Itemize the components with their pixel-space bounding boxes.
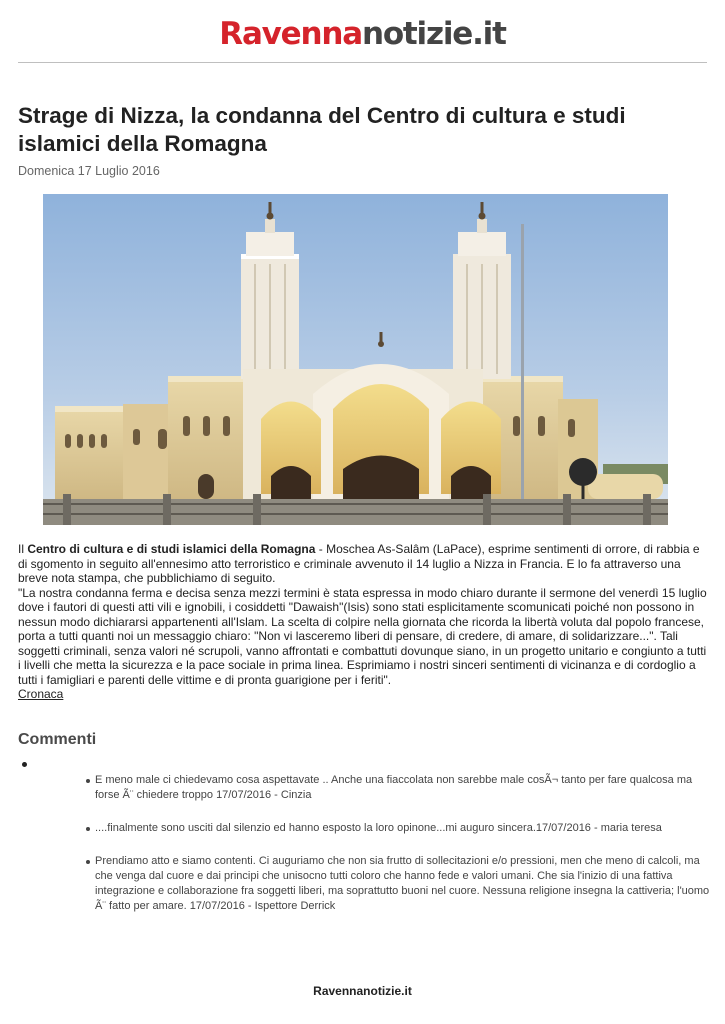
organization-name: Centro di cultura e di studi islamici della Romagna [27,542,316,556]
article-body [18,542,708,702]
comment-item: ....finalmente sono usciti dal silenzio ed hanno esposto la loro opinone...mi auguro sincera.17/07/2016 - maria teresa [82,821,712,836]
mosque-illustration [43,194,668,525]
site-logo[interactable] [0,12,725,56]
article-photo [43,194,668,525]
logo-notizie: notizie.it [361,16,506,52]
category-link[interactable]: Cronaca [18,687,64,701]
article-date: Domenica 17 Luglio 2016 [18,164,160,178]
list-bullet [22,762,27,767]
comments-list [82,773,712,932]
logo-ravenna: Ravenna [219,16,362,52]
article-title: Strage di Nizza, la condanna del Centro di cultura e studi islamici della Romagna [18,103,626,156]
article-quote: "La nostra condanna ferma e decisa senza mezzi termini è stata espressa in modo chiaro durante il sermone del venerdì 15 luglio dove i fautori di questi atti vili e ignobili, i cosiddetti "Dawaish"(Isis) sono stati esplicitamente scomunicati poiché non possono in nessun modo dichiararsi appartenenti all'Islam. La scelta di colpire nella giornata che ricorda la libertà voluta dal popolo francese, porta a tutti quanti noi un messaggio chiaro: "Non vi lasceremo liberi di pensare, di credere, di amare, di solidarizzare...". Tali soggetti criminali, senza valori né scrupoli, vanno affrontati e combattuti dovunque siano, in un progetto unitario e congiunto a tutti i livelli che metta la sicurezza e la pace sociale in prima linea. Esprimiamo i nostri sinceri sentimenti di vicinanza e di cordoglio a tutti i famigliari e parenti delle vittime e di pronta guarigione per i feriti". [18,585,707,687]
article-intro: Il Centro di cultura e di studi islamici della Romagna - Moschea As-Salâm (LaPace), esprime sentimenti di orrore, di rabbia e di sgomento in seguito all'ennesimo atto terroristico e criminale avvenuto il 14 luglio a Nizza in Francia. E lo fa attraverso una breve nota stampa, che pubblichiamo di seguito. [18,542,700,585]
header-divider [18,62,707,63]
comment-item: E meno male ci chiedevamo cosa aspettavate .. Anche una fiaccolata non sarebbe male cosÃ¬ tanto per fare qualcosa ma forse Ã¨ chiedere troppo 17/07/2016 - Cinzia [82,773,712,803]
footer-site-name: Ravennanotizie.it [313,984,412,998]
comments-heading: Commenti [18,731,97,748]
comment-item: Prendiamo atto e siamo contenti. Ci auguriamo che non sia frutto di sollecitazioni e/o pressioni, men che meno di calcoli, ma che venga dal cuore e dai principi che unisocno tutti coloro che hanno fede e valori umani. Che sia l'inizio di una fattiva integrazione e collaborazione fra soggetti liberi, ma soprattutto buoni nel cuore. Nessuna religione insegna la cattiveria; l'uomo Ã¨ fatto per amare. 17/07/2016 - Ispettore Derrick [82,854,712,914]
